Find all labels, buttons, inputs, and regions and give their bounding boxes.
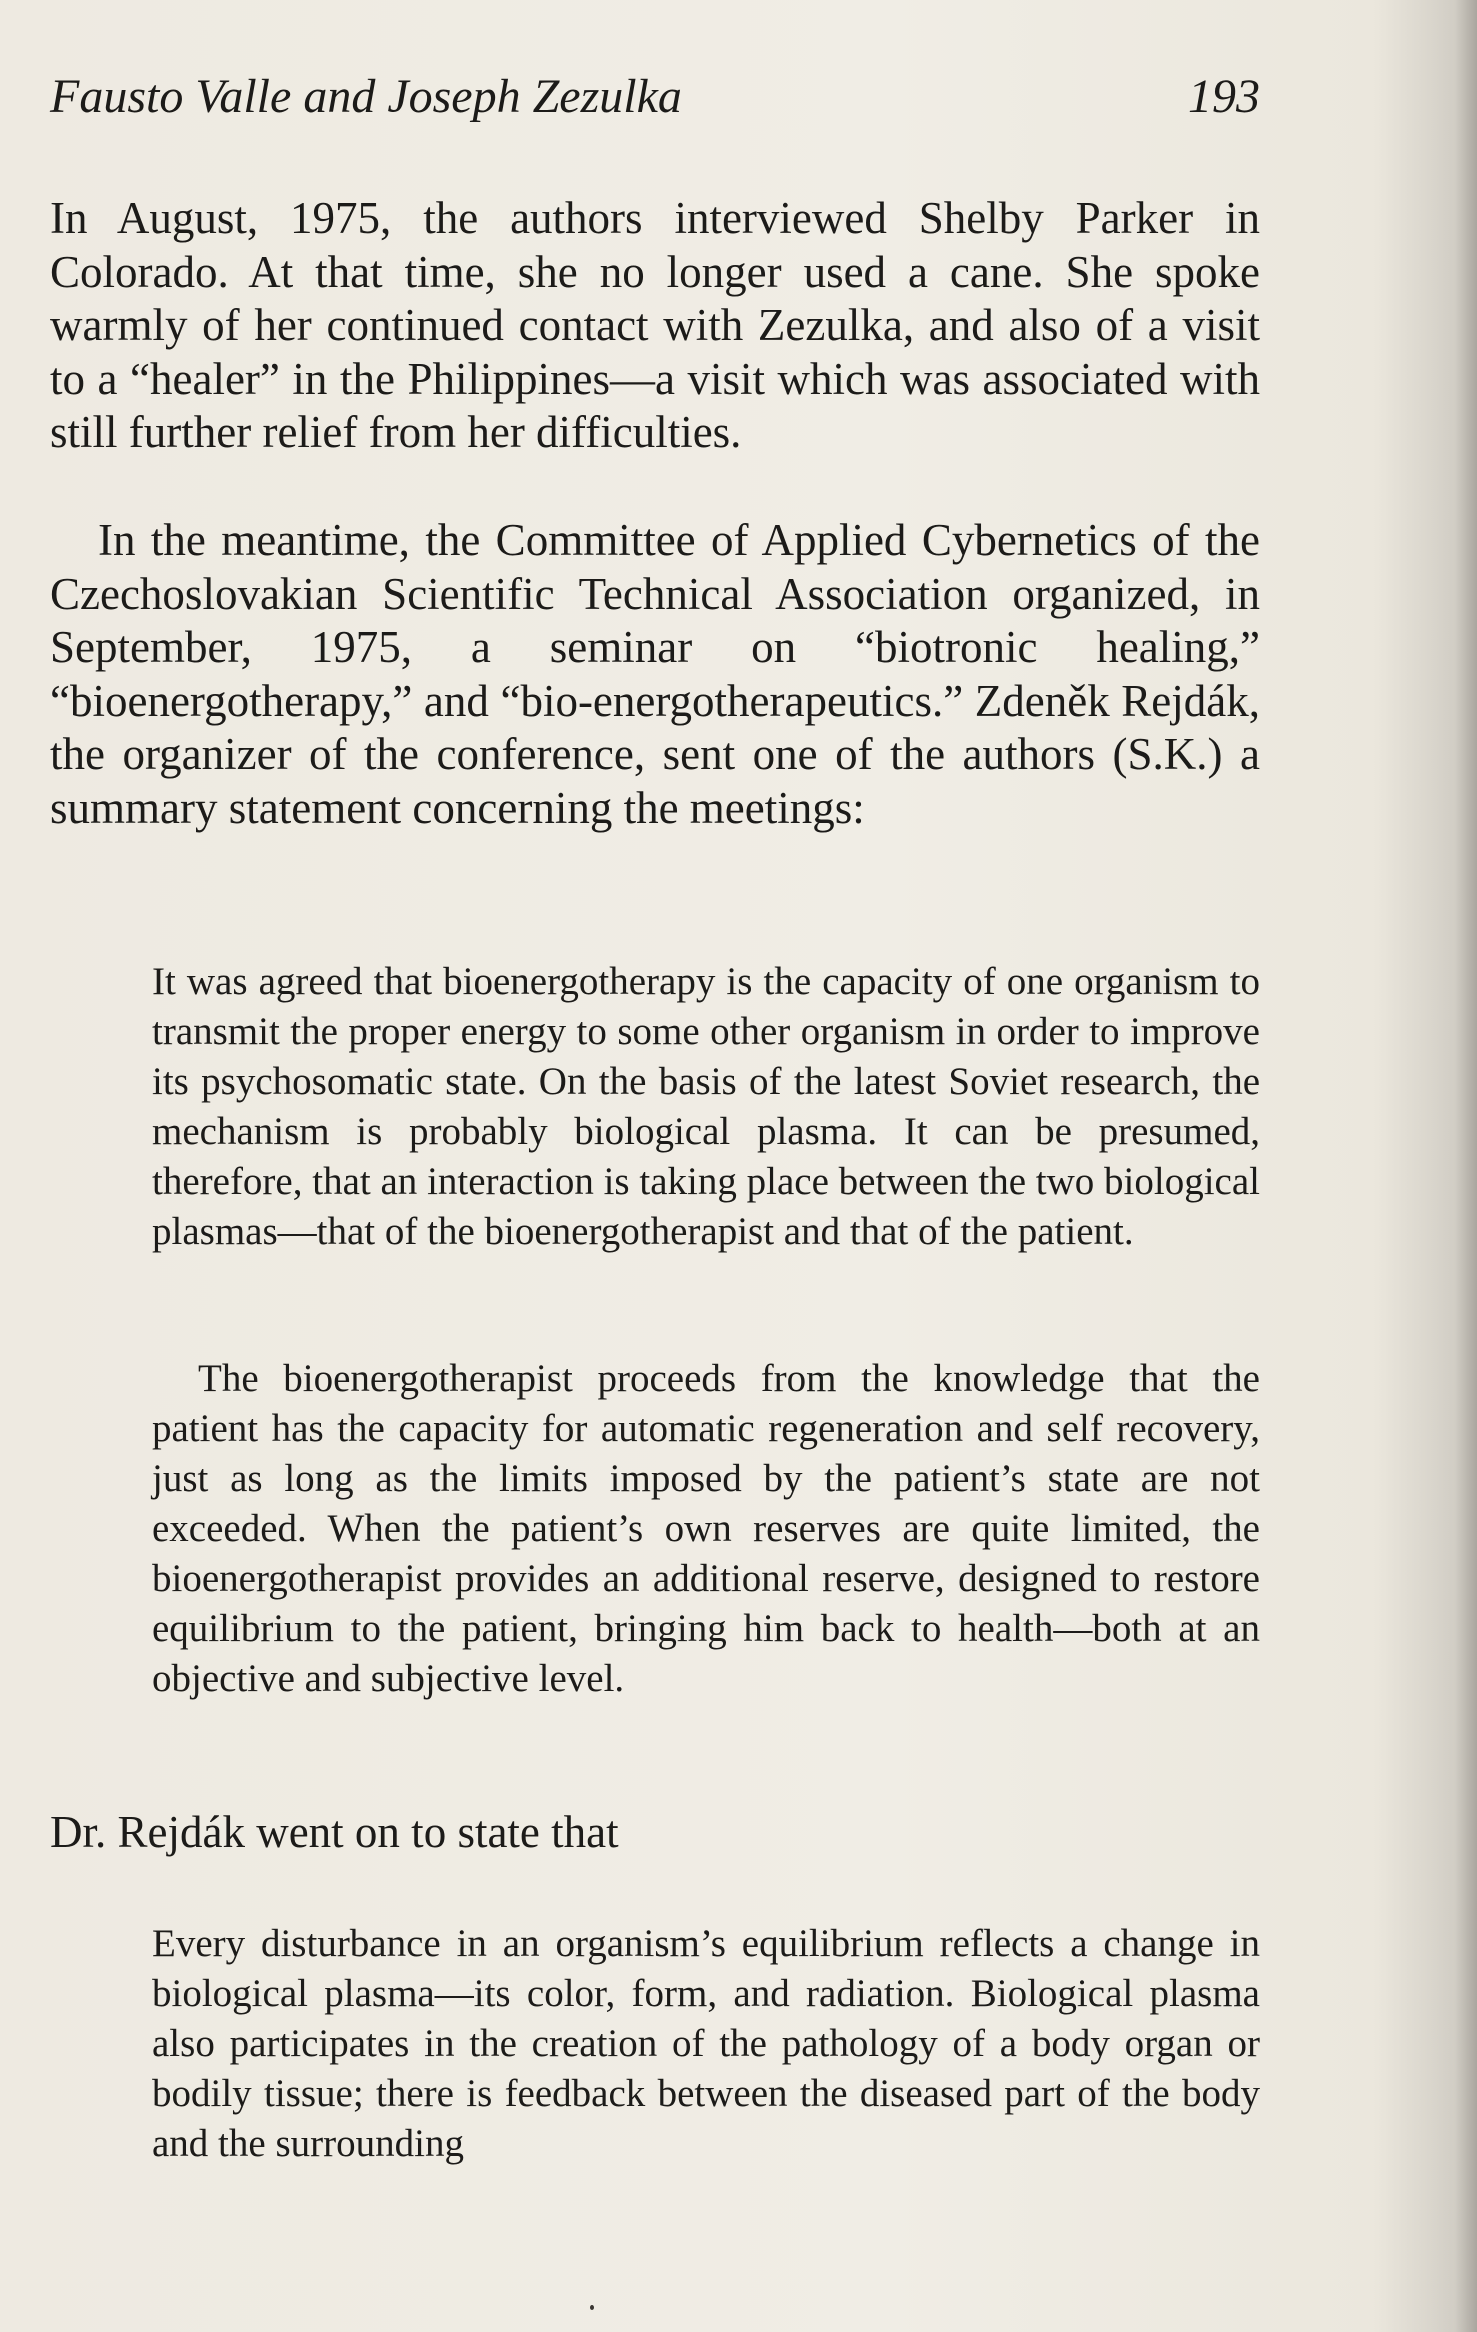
page-header — [50, 62, 1260, 132]
body-paragraph: Dr. Rejdák went on to state that — [50, 1807, 619, 1857]
block-quote: It was agreed that bioenergotherapy is the capacity of one organism to transmit the proper energy to some other organism in order to improve its psychosomatic state. On the basis of the latest Soviet research, the mechanism is probably biological plasma. It can be presumed, therefore, that an interaction is taking place between the two biological plasmas—that of the bioenergotherapist and that of the patient. — [152, 960, 1260, 1253]
body-paragraph: In August, 1975, the authors interviewed Shelby Parker in Colorado. At that time, she no longer used a cane. She spoke warmly of her continued contact with Zezulka, and also of a visit to a “healer” in the Philippines—a visit which was associated with still further relief from her difficulties. — [50, 193, 1260, 457]
page-number: 193 — [1188, 70, 1260, 123]
block-quote: The bioenergotherapist proceeds from the knowledge that the patient has the capacity for automatic regeneration and self recovery, just as long as the limits imposed by the patient’s state are not exceeded. When the patient’s own reserves are quite limited, the bioenergotherapist provides an additional reserve, designed to restore equilibrium to the patient, bringing him back to health—both at an objective and subjective level. — [152, 1357, 1260, 1700]
block-quote: Every disturbance in an organism’s equilibrium reflects a change in biological plasma—its color, form, and radiation. Biological plasma also participates in the creation of the pathology of a body organ or bodily tissue; there is feedback between the diseased part of the body and the surrounding — [152, 1922, 1260, 2165]
page-edge-shadow — [1455, 0, 1477, 2332]
print-speck — [590, 2305, 594, 2310]
running-head: Fausto Valle and Joseph Zezulka — [50, 70, 682, 123]
body-paragraph: In the meantime, the Committee of Applied Cybernetics of the Czechoslovakian Scientific Technical Association organized, in September, 1975, a seminar on “biotronic healing,” “bioenergotherapy,” and “bio-energotherapeutics.” Zdeněk Rejdák, the organizer of the conference, sent one of the authors (S.K.) a summary statement concerning the meetings: — [50, 515, 1260, 833]
